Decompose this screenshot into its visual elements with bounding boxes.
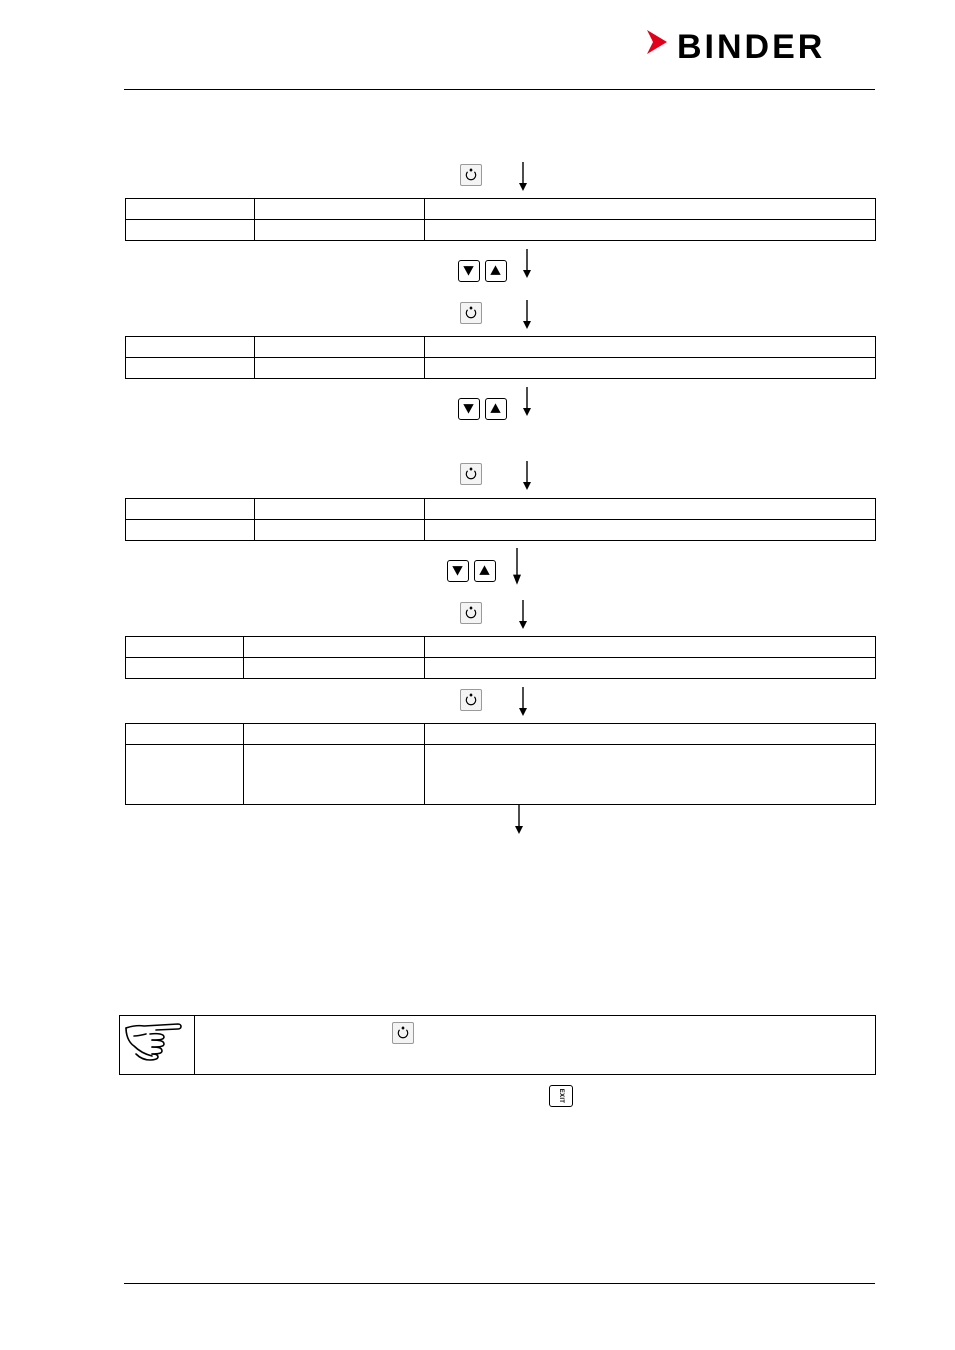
down-flow-arrow-icon [518,687,528,717]
table-row [126,199,876,220]
table-row [126,658,876,679]
up-arrow-key-icon [485,260,507,282]
enter-key-icon [460,602,482,624]
brand-logo [645,30,825,64]
down-flow-arrow-icon [522,461,532,491]
table-row [126,499,876,520]
enter-key-icon [460,463,482,485]
parameter-table-4 [125,636,876,679]
down-flow-arrow-icon [518,162,528,192]
up-arrow-key-icon [474,560,496,582]
footer-rule [124,1283,875,1284]
down-flow-arrow-icon [522,387,532,417]
down-flow-arrow-icon [514,805,524,835]
table-row [126,358,876,379]
parameter-table-5 [125,723,876,805]
exit-key-icon [549,1085,573,1107]
table-row [126,745,876,805]
parameter-table-2 [125,336,876,379]
note-icon-cell [120,1016,195,1074]
pointing-hand-icon [120,1016,194,1074]
table-row [126,637,876,658]
parameter-table-3 [125,498,876,541]
table-row [126,724,876,745]
table-row [126,520,876,541]
table-row [126,220,876,241]
down-flow-arrow-icon [522,300,532,330]
down-flow-arrow-icon [522,249,532,279]
up-arrow-key-icon [485,398,507,420]
enter-key-icon [460,164,482,186]
enter-key-icon [460,302,482,324]
down-arrow-key-icon [458,398,480,420]
note-box [119,1015,876,1075]
exit-key-label: EXIT [558,1088,564,1104]
down-arrow-key-icon [458,260,480,282]
enter-key-icon [460,689,482,711]
enter-key-icon [392,1022,414,1044]
down-flow-arrow-icon [512,548,522,586]
header-rule [124,89,875,90]
parameter-table-1 [125,198,876,241]
down-flow-arrow-icon [518,600,528,630]
brand-logo-mark-icon [645,30,669,64]
down-arrow-key-icon [447,560,469,582]
brand-name: BINDER [677,28,826,66]
table-row [126,337,876,358]
